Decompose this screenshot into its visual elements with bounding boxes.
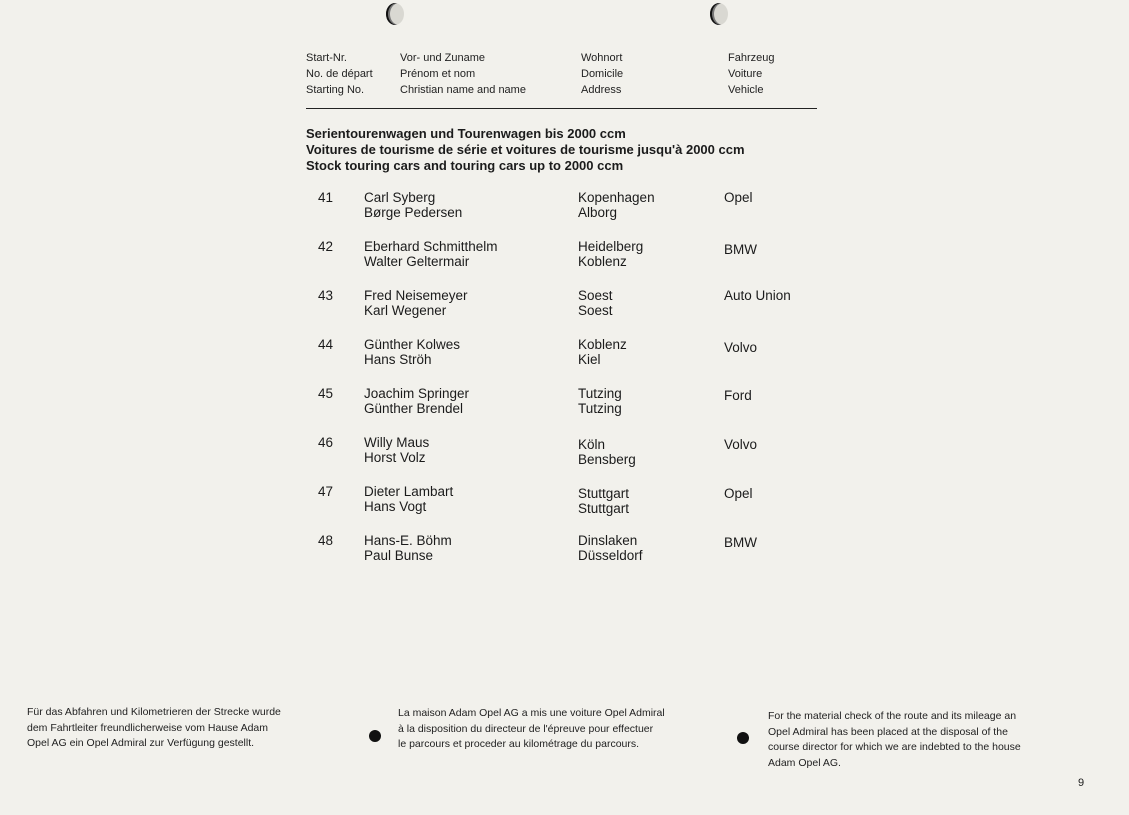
codriver-town: Stuttgart [578,501,630,516]
start-number: 45 [318,386,334,401]
category-heading [306,126,745,174]
entry-row [0,288,1129,328]
start-number: 46 [318,435,334,450]
entry-row [0,239,1129,279]
crew [364,190,462,220]
header-label: Voiture [728,68,763,80]
driver-name: Fred Neisemeyer [364,288,468,303]
domicile [578,288,613,318]
footnote-line: Für das Abfahren und Kilometrieren der Strecke wurde [27,706,281,718]
driver-name: Willy Maus [364,435,430,450]
entry-row [0,435,1129,475]
header-label: Christian name and name [400,84,526,96]
header-name [400,50,526,98]
header-label: Starting No. [306,84,365,96]
driver-name: Carl Syberg [364,190,436,205]
bullet-icon [369,730,381,742]
header-label: Address [581,84,622,96]
category-line-en: Stock touring cars and touring cars up to 2000 ccm [306,158,624,173]
start-number: 41 [318,190,334,205]
entry-row [0,533,1129,573]
footnote-line: Opel Admiral has been placed at the disposal of the [768,725,1008,738]
footnote-line: à la disposition du directeur de l'épreuve pour effectuer [398,722,654,735]
driver-town: Heidelberg [578,239,644,254]
category-line-fr: Voitures de tourisme de série et voitures de tourisme jusqu'à 2000 ccm [306,142,745,157]
vehicle: BMW [724,535,757,550]
domicile [578,190,655,220]
entry-row [0,386,1129,426]
entry-row [0,484,1129,524]
footnote-english [768,709,1093,771]
vehicle: Volvo [724,437,758,452]
codriver-town: Tutzing [578,401,622,416]
header-label: Domicile [581,68,624,80]
crew [364,484,453,514]
codriver-town: Kiel [578,352,601,367]
codriver-name: Günther Brendel [364,401,464,416]
punch-hole-right [710,3,728,25]
codriver-name: Børge Pedersen [364,205,463,220]
footnote-french [398,706,718,753]
footnote-line: course director for which we are indebted to the house [768,741,1021,753]
driver-name: Dieter Lambart [364,484,454,499]
codriver-town: Bensberg [578,452,636,467]
driver-town: Dinslaken [578,533,638,548]
vehicle: Auto Union [724,288,791,303]
driver-town: Koblenz [578,337,627,352]
crew [364,337,460,367]
driver-town: Stuttgart [578,486,630,501]
category-line-de: Serientourenwagen und Tourenwagen bis 2000 ccm [306,126,626,141]
driver-town: Soest [578,288,613,303]
driver-name: Joachim Springer [364,386,470,401]
vehicle: Opel [724,190,753,205]
driver-town: Kopenhagen [578,190,655,205]
bullet-icon [737,732,749,744]
crew [364,288,468,318]
codriver-name: Walter Geltermair [364,254,470,269]
crew [364,386,469,416]
domicile [578,533,643,563]
footnote-line: Opel AG ein Opel Admiral zur Verfügung gestellt. [27,737,255,749]
domicile [578,337,627,367]
codriver-name: Hans Vogt [364,499,427,514]
header-label: Wohnort [581,52,623,64]
header-label: Prénom et nom [400,68,476,80]
header-label: No. de départ [306,68,373,80]
header-vehicle [728,50,774,98]
footnote-line: Adam Opel AG. [768,756,841,769]
codriver-name: Karl Wegener [364,303,447,318]
header-label: Fahrzeug [728,52,775,64]
punch-hole-left [386,3,404,25]
footnote-line: dem Fahrtleiter freundlicherweise vom Hause Adam [27,721,269,734]
start-number: 43 [318,288,334,303]
domicile [578,386,622,416]
header-label: Vor- und Zuname [400,52,485,64]
entry-row [0,190,1129,230]
driver-name: Günther Kolwes [364,337,461,352]
header-address [581,50,623,98]
header-start-no [306,50,373,98]
header-label: Vehicle [728,84,764,96]
driver-town: Köln [578,437,606,452]
driver-name: Eberhard Schmitthelm [364,239,498,254]
codriver-town: Alborg [578,205,618,220]
codriver-name: Hans Ströh [364,352,432,367]
vehicle: BMW [724,242,757,257]
footnote-german [27,705,347,752]
start-number: 48 [318,533,334,548]
header-label: Start-Nr. [306,52,347,64]
start-number: 42 [318,239,334,254]
codriver-name: Horst Volz [364,450,426,465]
vehicle: Volvo [724,340,758,355]
footnote-line: le parcours et proceder au kilométrage du parcours. [398,738,640,750]
codriver-town: Düsseldorf [578,548,643,563]
page-number: 9 [1078,777,1085,789]
entry-row [0,337,1129,377]
codriver-town: Koblenz [578,254,627,269]
vehicle: Ford [724,388,752,403]
driver-name: Hans-E. Böhm [364,533,452,548]
header-divider [306,108,817,109]
crew [364,239,498,269]
footnote-line: For the material check of the route and its mileage an [768,710,1017,722]
domicile [578,239,643,269]
domicile [578,437,636,467]
vehicle: Opel [724,486,753,501]
start-number: 44 [318,337,334,352]
driver-town: Tutzing [578,386,622,401]
crew [364,435,429,465]
start-number: 47 [318,484,334,499]
domicile [578,486,629,516]
footnote-line: La maison Adam Opel AG a mis une voiture Opel Admiral [398,707,665,719]
codriver-town: Soest [578,303,613,318]
codriver-name: Paul Bunse [364,548,434,563]
crew [364,533,452,563]
